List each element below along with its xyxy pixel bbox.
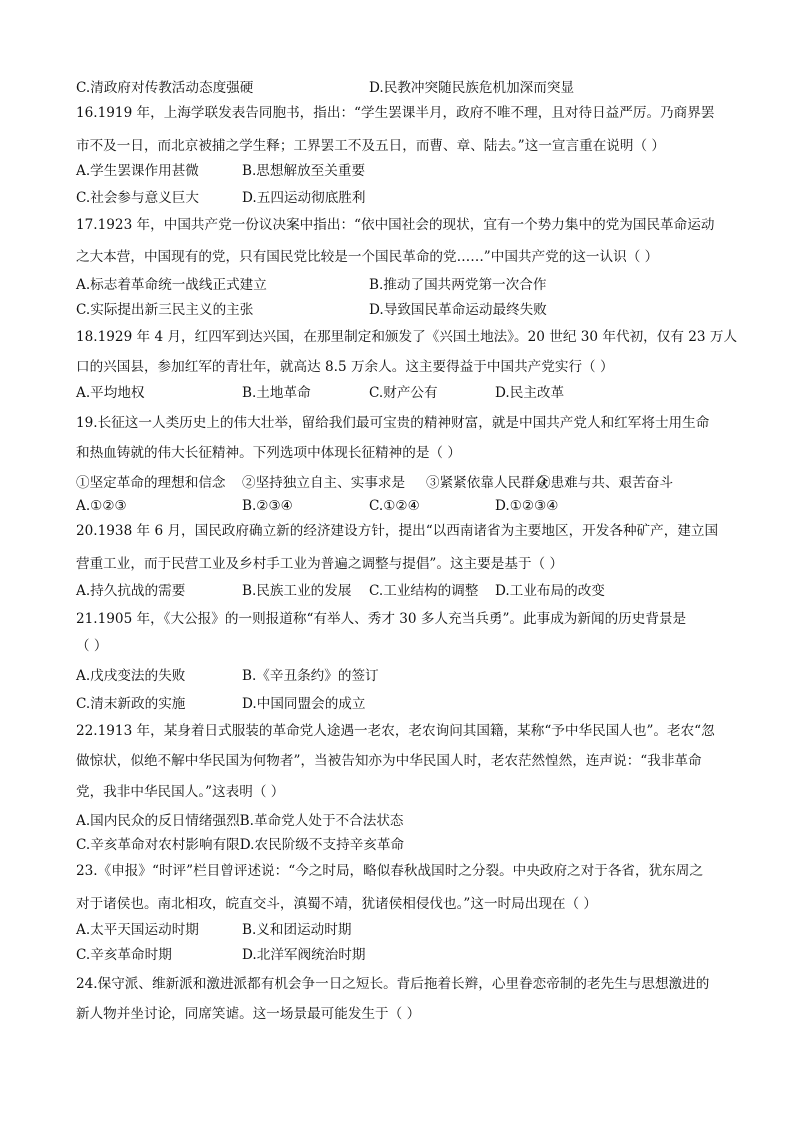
option-item: C.清政府对传教活动态度强硬 (76, 80, 254, 96)
option-item: D.五四运动彻底胜利 (242, 190, 366, 206)
option-item: C.①②④ (369, 498, 420, 514)
option-row (76, 921, 716, 939)
option-item: D.导致国民革命运动最终失败 (369, 302, 547, 318)
text-line: 20.1938 年 6 月，国民政府确立新的经济建设方针，提出“以西南诸省为主要地区，开发各种矿产，建立国 (76, 523, 719, 539)
option-row (76, 189, 716, 207)
option-item: C.社会参与意义巨大 (76, 190, 199, 206)
text-line: 和热血铸就的伟大长征精神。下列选项中体现长征精神的是（ ） (76, 445, 461, 461)
text-line: 新人物并坐讨论，同席笑谑。这一场景最可能发生于（ ） (76, 1006, 421, 1022)
option-item: ③紧紧依靠人民群众 (426, 475, 549, 491)
text-line: 18.1929 年 4 月，红四军到达兴国，在那里制定和颁发了《兴国土地法》。20 世纪 30 年代初，仅有 23 万人 (76, 329, 738, 345)
text-line: 党，我非中华民国人。”这表明（ ） (76, 784, 285, 800)
option-item: C.实际提出新三民主义的主张 (76, 302, 254, 318)
option-item: ④患难与共、艰苦奋斗 (537, 475, 673, 491)
option-item: A.学生罢课作用甚微 (76, 163, 199, 179)
text-line: 17.1923 年，中国共产党一份议决案中指出：“依中国社会的现状，宜有一个势力集中的党为国民革命运动 (76, 217, 715, 233)
option-item: C.工业结构的调整 (369, 583, 479, 599)
text-line: 22.1913 年，某身着日式服装的革命党人途遇一老农，老农询问其国籍，某称“予中华民国人也”。老农“忽 (76, 723, 715, 739)
option-item: D.中国同盟会的成立 (242, 696, 366, 712)
option-item: D.民主改革 (495, 385, 565, 401)
option-item: B.义和团运动时期 (242, 922, 352, 938)
option-item: C.财产公有 (369, 385, 438, 401)
option-item: A.①②③ (76, 498, 127, 514)
option-item: A.持久抗战的需要 (76, 583, 186, 599)
option-row (76, 474, 716, 492)
option-item: A.戊戌变法的失败 (76, 668, 186, 684)
text-line: 做惊状，似绝不解中华民国为何物者”，当被告知亦为中华民国人时，老农茫然惶然，连声说：“我非革命 (76, 753, 702, 769)
option-item: C.辛亥革命时期 (76, 947, 172, 963)
text-line: 19.长征这一人类历史上的伟大壮举，留给我们最可宝贵的精神财富，就是中国共产党人和红军将士用生命 (76, 415, 710, 431)
text-line: 16.1919 年，上海学联发表告同胞书，指出：“学生罢课半月，政府不唯不理，且对待日益严厉。乃商界罢 (76, 105, 715, 121)
option-item: B.②③④ (242, 498, 293, 514)
text-line: 23.《申报》“时评”栏目曾评述说：“今之时局，略似春秋战国时之分裂。中央政府之对于各省，犹东周之 (76, 863, 703, 879)
text-line: 24.保守派、维新派和激进派都有机会争一日之短长。背后拖着长辫，心里眷恋帝制的老先生与思想激进的 (76, 976, 710, 992)
option-row (76, 582, 716, 600)
text-line: A.国内民众的反日情绪强烈B.革命党人处于不合法状态 (76, 813, 404, 829)
option-item: B.推动了国共两党第一次合作 (369, 277, 547, 293)
option-item: B.民族工业的发展 (242, 583, 352, 599)
text-line: 营重工业，而于民营工业及乡村手工业为普遍之调整与提倡”。这主要是基于（ ） (76, 556, 564, 572)
option-row (76, 276, 716, 294)
option-item: A.太平天国运动时期 (76, 922, 199, 938)
option-item: B.思想解放至关重要 (242, 163, 366, 179)
option-item: C.清末新政的实施 (76, 696, 186, 712)
option-item: D.北洋军阀统治时期 (242, 947, 366, 963)
text-line: 之大本营，中国现有的党，只有国民党比较是一个国民革命的党……”中国共产党的这一认识（ ） (76, 249, 659, 265)
option-item: D.①②③④ (495, 498, 559, 514)
option-item: B.《辛丑条约》的签订 (242, 668, 379, 684)
option-item: B.土地革命 (242, 385, 311, 401)
option-row (76, 695, 716, 713)
option-item: ②坚持独立自主、实事求是 (242, 475, 406, 491)
text-line: C.辛亥革命对农村影响有限D.农民阶级不支持辛亥革命 (76, 837, 405, 853)
option-row (76, 497, 716, 515)
option-item: D.工业布局的改变 (495, 583, 605, 599)
text-line: 市不及一日，而北京被捕之学生释；工界罢工不及五日，而曹、章、陆去。”这一宣言重在说明（ ） (76, 138, 665, 154)
option-row (76, 384, 716, 402)
text-line: 口的兴国县，参加红军的青壮年，就高达 8.5 万余人。这主要得益于中国共产党实行（ ） (76, 359, 614, 375)
option-row (76, 667, 716, 685)
text-line: 21.1905 年，《大公报》的一则报道称“有举人、秀才 30 多人充当兵勇”。此事成为新闻的历史背景是 (76, 611, 687, 627)
text-line: （ ） (76, 638, 108, 654)
option-item: A.标志着革命统一战线正式建立 (76, 277, 267, 293)
option-item: D.民教冲突随民族危机加深而突显 (369, 80, 575, 96)
option-row (76, 79, 716, 97)
option-item: A.平均地权 (76, 385, 145, 401)
option-row (76, 301, 716, 319)
option-row (76, 946, 716, 964)
text-line: 对于诸侯也。南北相攻，皖直交斗，滇蜀不靖，犹诸侯相侵伐也。”这一时局出现在（ ） (76, 896, 598, 912)
option-item: ①坚定革命的理想和信念 (76, 475, 226, 491)
option-row (76, 162, 716, 180)
